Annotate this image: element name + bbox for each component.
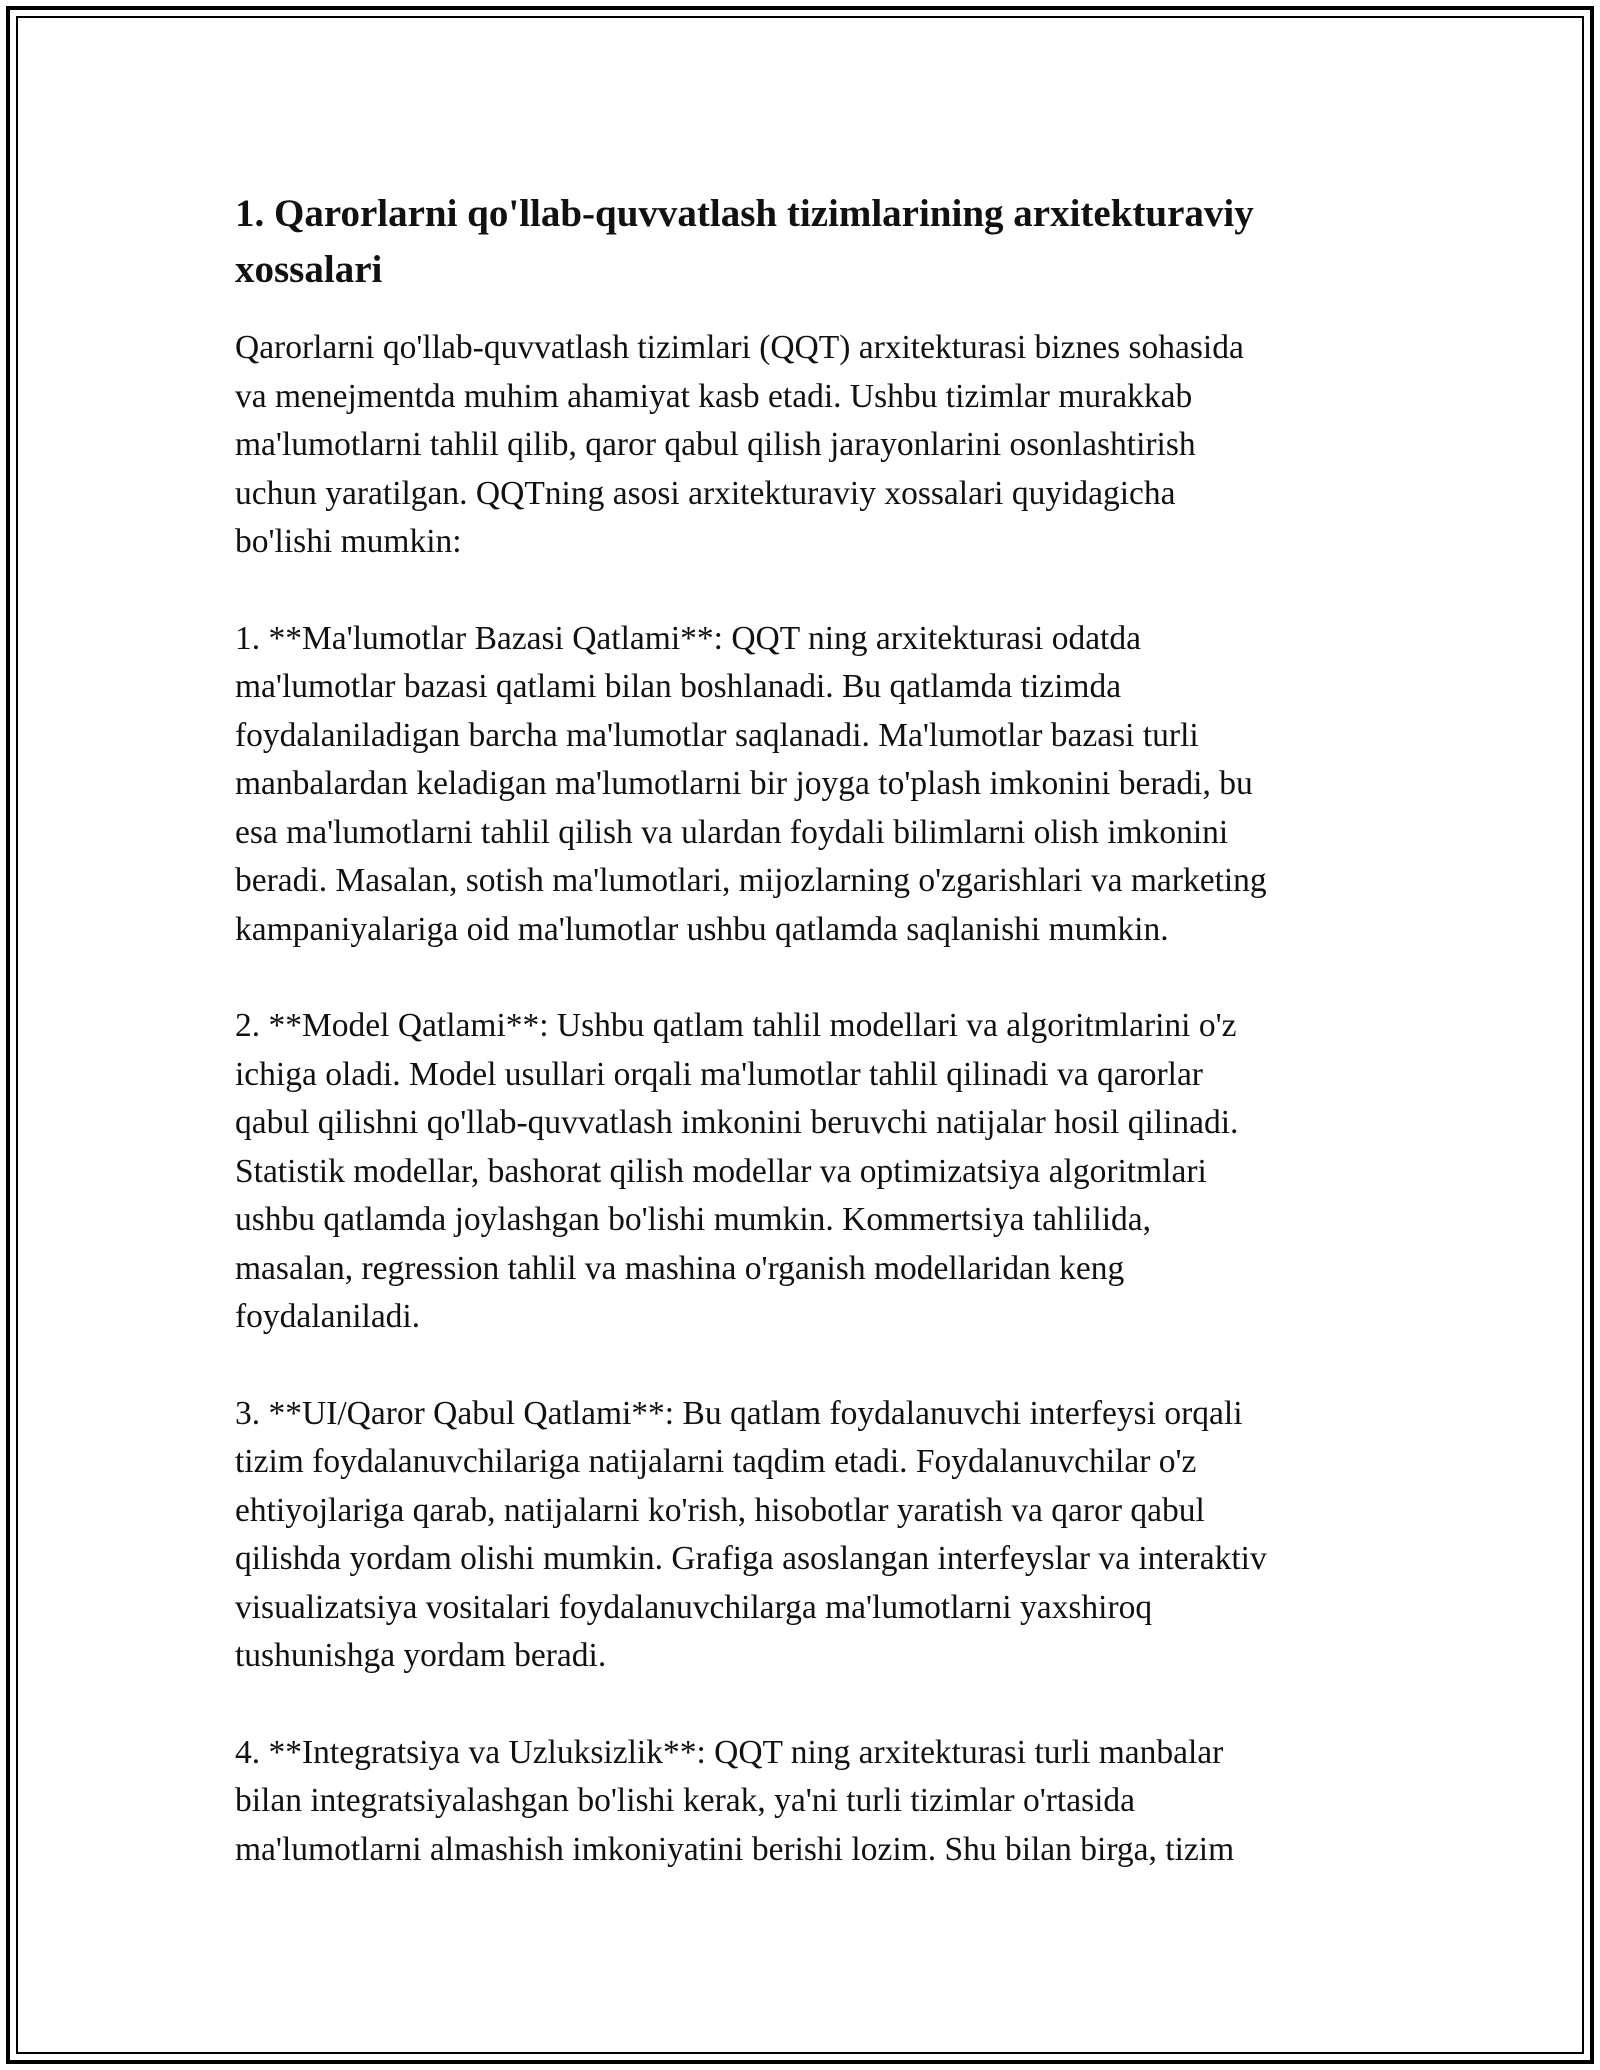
document-title: 1. Qarorlarni qo'llab-quvvatlash tizimlarining arxitekturaviy xossalari (235, 192, 1254, 291)
ui-decision-layer-paragraph: 3. **UI/Qaror Qabul Qatlami**: Bu qatlam foydalanuvchi interfeysi orqali tizim foydalanuvchilariga natijalarni taqdim etadi. Foydalanuvchilar o'z ehtiyojlariga qarab, natijalarni ko'rish, hisobotlar yaratish va qaror qabul qilishda yordam olishi mumkin. Grafiga asoslangan interfeyslar va interaktiv visualizatsiya vositalari foydalanuvchilarga ma'lumotlarni yaxshiroq tushunishga yordam beradi. (235, 1394, 1267, 1674)
integration-paragraph: 4. **Integratsiya va Uzluksizlik**: QQT ning arxitekturasi turli manbalar bilan integratsiyalashgan bo'lishi kerak, ya'ni turli tizimlar o'rtasida ma'lumotlarni almashish imkoniyatini berishi lozim. Shu bilan birga, tizim (235, 1733, 1235, 1868)
model-layer-paragraph: 2. **Model Qatlami**: Ushbu qatlam tahlil modellari va algoritmlarini o'z ichiga oladi. Model usullari orqali ma'lumotlar tahlil qilinadi va qarorlar qabul qilishni qo'llab-quvvatlash imkonini beruvchi natijalar hosil qilinadi. Statistik modellar, bashorat qilish modellar va optimizatsiya algoritmlari ushbu qatlamda joylashgan bo'lishi mumkin. Kommertsiya tahlilida, masalan, regression tahlil va mashina o'rganish modellaridan keng foydalaniladi. (235, 1007, 1239, 1335)
document-body (235, 186, 1375, 1922)
database-layer-paragraph: 1. **Ma'lumotlar Bazasi Qatlami**: QQT ning arxitekturasi odatda ma'lumotlar bazasi qatlami bilan boshlanadi. Bu qatlamda tizimda foydalaniladigan barcha ma'lumotlar saqlanadi. Ma'lumotlar bazasi turli manbalardan keladigan ma'lumotlarni bir joyga to'plash imkonini beradi, bu esa ma'lumotlarni tahlil qilish va ulardan foydali bilimlarni olish imkonini beradi. Masalan, sotish ma'lumotlari, mijozlarning o'zgarishlari va marketing kampaniyalariga oid ma'lumotlar ushbu qatlamda saqlanishi mumkin. (235, 619, 1267, 948)
intro-paragraph: Qarorlarni qo'llab-quvvatlash tizimlari (QQT) arxitekturasi biznes sohasida va menejmentda muhim ahamiyat kasb etadi. Ushbu tizimlar murakkab ma'lumotlarni tahlil qilib, qaror qabul qilish jarayonlarini osonlashtirish uchun yaratilgan. QQTning asosi arxitekturaviy xossalari quyidagicha bo'lishi mumkin: (235, 329, 1244, 560)
